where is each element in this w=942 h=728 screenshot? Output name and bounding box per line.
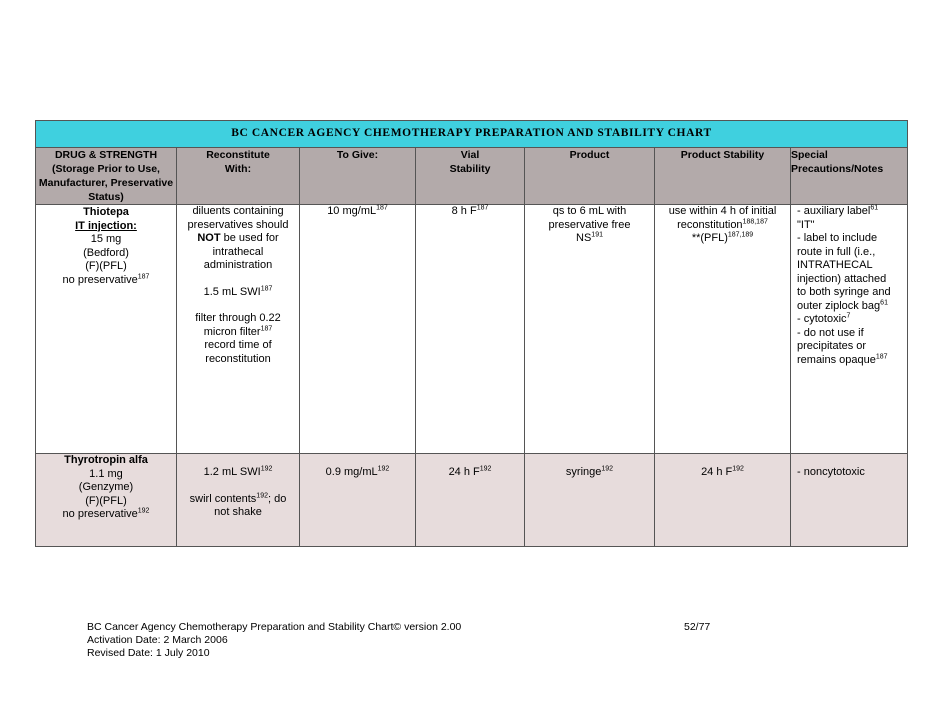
drug-name: Thiotepa <box>83 206 129 218</box>
drug-cell: Thyrotropin alfa 1.1 mg (Genzyme) (F)(PFL) no preservative$^{192}$ <box>36 454 177 547</box>
table-header-row <box>36 148 908 205</box>
reconstitute-cell: 1.2 mL SWI$^{192}$ swirl contents$^{192}$; do not shake <box>177 454 300 547</box>
special-notes-cell: - auxiliary label$^{61}$ "IT" - label to include route in full (i.e., INTRATHECAL injection) attached to both syringe and outer ziplock bag$^{61}$ - cytotoxic$^7$ - do not use if precipitates or remains opaque$^{187}$ <box>791 205 908 454</box>
product-cell: syringe$^{192}$ <box>525 454 655 547</box>
vial-stability-cell: 8 h $F^{187}$ <box>416 205 525 454</box>
header-reconstitute: Reconstitute With: <box>177 148 300 205</box>
header-special-notes: Special Precautions/Notes <box>791 148 908 205</box>
header-to-give: To Give: <box>300 148 416 205</box>
footer-activation-date: Activation Date: 2 March 2006 <box>87 634 228 646</box>
to-give-cell: 0.9 $mg/mL^{192}$ <box>300 454 416 547</box>
product-stability-cell: 24 h $F^{192}$ <box>655 454 791 547</box>
header-product: Product <box>525 148 655 205</box>
table-row <box>36 454 908 547</box>
page-number: 52/77 <box>684 621 711 633</box>
table-title: BC CANCER AGENCY CHEMOTHERAPY PREPARATION AND STABILITY CHART <box>36 121 908 148</box>
drug-name: Thyrotropin alfa <box>64 454 148 466</box>
special-notes-cell: - noncytotoxic <box>791 454 908 547</box>
table-row <box>36 205 908 454</box>
page-footer <box>87 621 461 660</box>
header-vial-stability: Vial Stability <box>416 148 525 205</box>
footer-revised-date: Revised Date: 1 July 2010 <box>87 647 210 659</box>
table-title-row <box>36 121 908 148</box>
product-cell: qs to 6 mL with preservative free NS$^{191}$ <box>525 205 655 454</box>
stability-chart-table <box>35 120 908 547</box>
drug-cell: Thiotepa IT injection: 15 mg (Bedford) (F)(PFL) no preservative$^{187}$ <box>36 205 177 454</box>
header-drug: DRUG & STRENGTH (Storage Prior to Use, Manufacturer, Preservative Status) <box>36 148 177 205</box>
vial-stability-cell: 24 h $F^{192}$ <box>416 454 525 547</box>
reconstitute-cell: diluents containing preservatives should NOT be used for intrathecal administration 1.5 mL SWI$^{187}$ filter through 0.22 micron filter$^{187}$ record time of reconstitution <box>177 205 300 454</box>
drug-route: IT injection: <box>75 219 137 232</box>
footer-chart-version: BC Cancer Agency Chemotherapy Preparation and Stability Chart© version 2.00 <box>87 621 462 633</box>
header-product-stability: Product Stability <box>655 148 791 205</box>
to-give-cell: 10 $mg/mL^{187}$ <box>300 205 416 454</box>
product-stability-cell: use within 4 h of initial reconstitution$^{188,187}$ **(PFL)$^{187,189}$ <box>655 205 791 454</box>
